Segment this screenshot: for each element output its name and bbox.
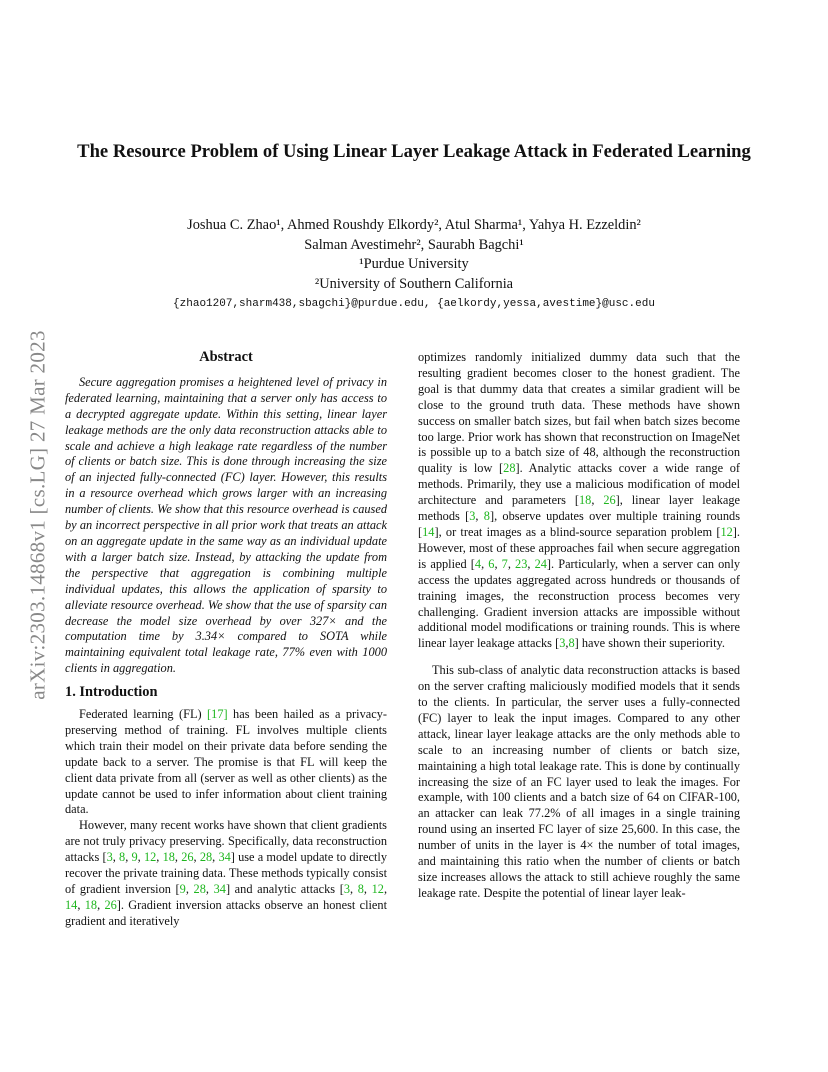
body-text: ]. Particularly, when a server can only access the updates aggregated across hundreds or thousands of training images, the reconstruction process becomes very challenging. Gradient inversion attacks are impossible without additional model modifications or training rounds. This is where linear layer leakage attacks [ <box>418 556 741 651</box>
citation-link[interactable]: 8 <box>357 882 364 896</box>
citation-link[interactable]: 34 <box>213 882 226 896</box>
body-text: , <box>212 850 219 865</box>
body-text: , <box>565 636 569 651</box>
body-text: ] and analytic attacks [ <box>225 882 344 896</box>
citation-link[interactable]: 14 <box>65 897 78 912</box>
body-text: optimizes randomly initialized dummy data such that the resulting gradient becomes closer to the honest gradient. The goal is that dummy data that creates a similar gradient will be close to the ground truth data. These methods have shown success on smaller batch sizes, but fail when batch sizes become too large. Prior work has shown that reconstruction on ImageNet is possible up to a batch size of 48, although the reconstruction quality is low [ <box>418 350 740 476</box>
citation-link[interactable]: 6 <box>488 556 495 571</box>
body-text: , <box>185 882 194 896</box>
arxiv-sidebar-stamp <box>18 295 58 735</box>
body-text: ] use a model update to directly recover the private training data. These methods typically consist of gradient inversion [ <box>65 850 388 896</box>
body-text: However, many recent works have shown that client gradients are not truly privacy preserving. Specifically, data reconstruction attacks [ <box>65 818 387 865</box>
body-text: , <box>97 897 105 912</box>
intro-paragraph-1 <box>65 707 387 818</box>
body-text: , <box>494 556 502 571</box>
citation-link[interactable]: 34 <box>218 850 231 865</box>
right-column <box>418 350 740 902</box>
citation-link[interactable]: 12 <box>371 882 384 896</box>
body-text: , <box>349 882 358 896</box>
citation-link[interactable]: 26 <box>104 897 117 912</box>
citation-link[interactable]: 28 <box>199 850 213 865</box>
citation-link[interactable]: 8 <box>119 850 126 865</box>
body-text: ]. However, most of these approaches fail when secure aggregation is applied [ <box>418 524 740 571</box>
intro-paragraph-4 <box>418 663 740 902</box>
body-text: , <box>174 850 182 865</box>
body-text: ], observe updates over multiple training rounds [ <box>418 509 741 539</box>
intro-paragraph-2 <box>65 818 387 929</box>
body-text: , <box>125 850 132 865</box>
body-text: Federated learning (FL) <box>79 707 208 722</box>
citation-link[interactable]: 23 <box>515 556 528 571</box>
citation-link[interactable]: 28 <box>193 882 206 896</box>
citation-link[interactable]: 18 <box>84 897 98 912</box>
citation-link[interactable]: 3 <box>469 509 476 524</box>
body-text: has been hailed as a privacy-preserving method of training. FL involves multiple clients which train their model on their private data before sending the update back to a server. The promise is that FL will keep the client data private from all (server as well as other clients) as the update cannot be used to infer information about client training data. <box>65 707 387 817</box>
abstract-text: Secure aggregation promises a heightened level of privacy in federated learning, maintaining that a server only has access to a decrypted aggregate update. Within this setting, linear layer leakage methods are the only data reconstruction attacks able to scale and achieve a high leakage rate regardless of the number of clients or batch size. This is done through increasing the size of an injected fully-connected (FC) layer. However, this results in a resource overhead which grows larger with an increasing number of clients. We show that this resource overhead is caused by an incorrect perspective in all prior work that treats an attack on an aggregate update in the same way as an individual update with a larger batch size. Instead, by attacking the update from the perspective that aggregation is combining multiple individual updates, this allows the application of sparsity to alleviate resource overhead. We show that the use of sparsity can decrease the model size overhead by over 327× and the computation time by 3.34× compared to SOTA while maintaining equivalent total leakage rate, 77% even with 1000 clients in aggregation. <box>65 374 387 676</box>
introduction-heading: 1. Introduction <box>65 684 158 701</box>
body-text: , <box>137 850 144 865</box>
author-emails: {zhao1207,sharm438,sbagchi}@purdue.edu, {aelkordy,yessa,avestime}@usc.edu <box>173 298 655 310</box>
citation-link[interactable]: 4 <box>474 556 482 571</box>
affiliation-purdue: ¹Purdue University <box>359 256 469 272</box>
citation-link[interactable]: 8 <box>568 636 575 651</box>
citation-link[interactable]: [17] <box>207 707 228 722</box>
left-column <box>65 350 387 930</box>
body-text: , <box>527 556 535 571</box>
citation-link[interactable]: 7 <box>501 556 508 571</box>
citation-link[interactable]: 9 <box>131 850 138 865</box>
body-text: , <box>475 509 484 524</box>
body-text: , <box>507 556 516 571</box>
body-text: , <box>363 882 372 896</box>
citation-link[interactable]: 3 <box>106 850 113 865</box>
citation-link[interactable]: 8 <box>483 509 490 524</box>
paper-title: The Resource Problem of Using Linear Layer Leakage Attack in Federated Learning <box>77 141 751 162</box>
citation-link[interactable]: 26 <box>181 850 194 865</box>
body-text: , <box>205 882 214 896</box>
intro-paragraph-3 <box>418 350 740 652</box>
citation-link[interactable]: 12 <box>143 850 157 865</box>
citation-link[interactable]: 12 <box>720 524 733 539</box>
body-text: ] have shown their superiority. <box>574 636 725 651</box>
citation-link[interactable]: 9 <box>179 882 186 896</box>
body-text: , <box>383 882 388 896</box>
abstract-heading: Abstract <box>199 349 253 365</box>
citation-link[interactable]: 18 <box>579 493 592 508</box>
body-text: , <box>77 897 85 912</box>
body-text: This sub-class of analytic data reconstruction attacks is based on the server crafting maliciously modified models that it sends to the clients. In particular, the server uses a fully-connected (FC) layer to leak the input images. Compared to any other attack, linear layer leakage attacks are the only methods able to scale to an increasing number of clients or batch size, maintaining a high total leakage rate. This is done by continually increasing the size of an FC layer used to leak the images. For example, with 100 clients and a batch size of 64 on CIFAR-100, an attacker can leak 77.2% of all images in a single training round using an inserted FC layer of size 25,600. In this case, the number of units in the layer is 4× the number of total images, and maintaining this ratio when the number of clients or batch size increases allows the attack to still achieve roughly the same leakage rate. Despite the potential of linear layer leak- <box>418 663 740 900</box>
citation-link[interactable]: 3 <box>343 882 350 896</box>
body-text: , <box>112 850 120 865</box>
citation-link[interactable]: 28 <box>503 461 516 476</box>
arxiv-identifier: arXiv:2303.14868v1 [cs.LG] 27 Mar 2023 <box>25 330 50 700</box>
citation-link[interactable]: 14 <box>422 524 435 539</box>
citation-link[interactable]: 18 <box>162 850 175 865</box>
citation-link[interactable]: 3 <box>559 636 566 651</box>
body-text: , <box>193 850 200 865</box>
author-line-1: Joshua C. Zhao¹, Ahmed Roushdy Elkordy², Atul Sharma¹, Yahya H. Ezzeldin² <box>187 217 641 233</box>
affiliation-usc: ²University of Southern California <box>314 275 514 292</box>
body-text: , <box>591 493 604 508</box>
author-block <box>60 216 768 294</box>
body-text: ]. Analytic attacks cover a wide range of methods. Primarily, they use a malicious modification of model architecture and parameters [ <box>418 461 740 508</box>
body-text: , <box>481 556 489 571</box>
citation-link[interactable]: 24 <box>534 556 547 571</box>
body-text: , <box>156 850 163 865</box>
body-text: ]. Gradient inversion attacks observe an honest client gradient and iteratively <box>65 897 388 928</box>
author-line-2: Salman Avestimehr², Saurabh Bagchi¹ <box>304 236 524 253</box>
citation-link[interactable]: 26 <box>603 493 616 508</box>
body-text: ], linear layer leakage methods [ <box>418 493 740 524</box>
body-text: ], or treat images as a blind-source separation problem [ <box>434 524 721 539</box>
